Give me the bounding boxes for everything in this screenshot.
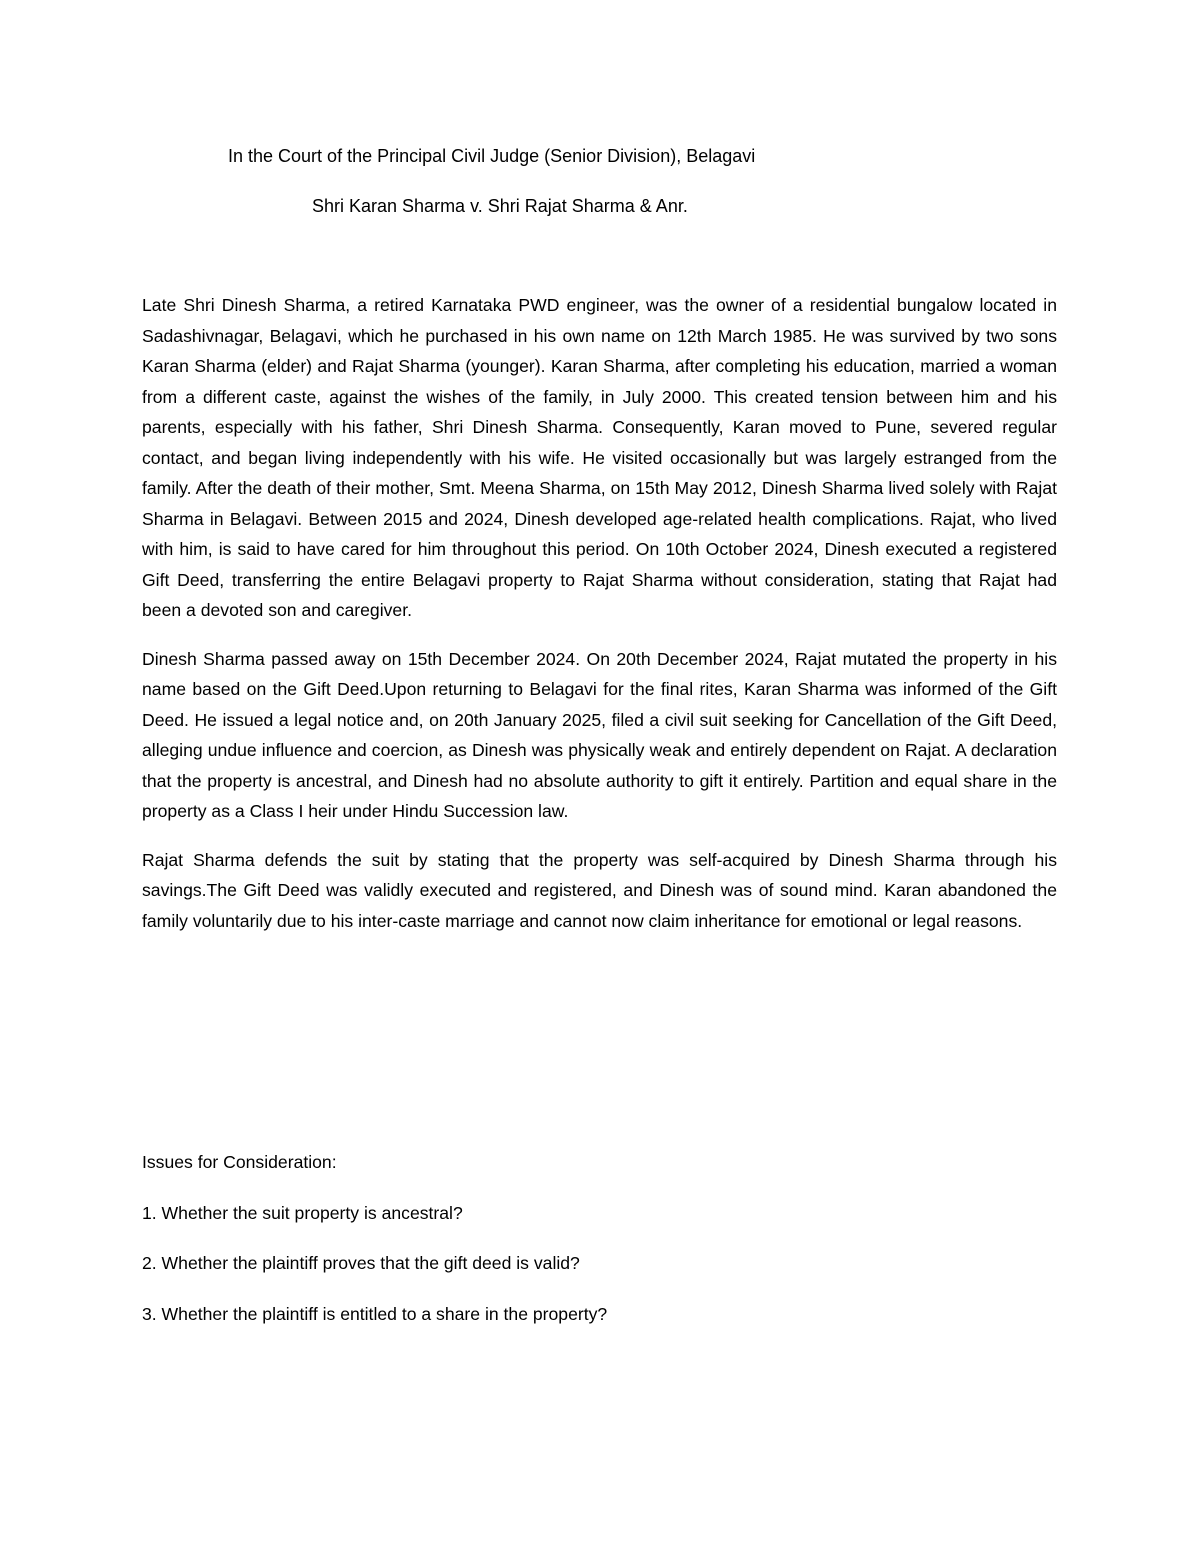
case-title: Shri Karan Sharma v. Shri Rajat Sharma & Anr. — [312, 196, 688, 216]
facts-paragraph-3: Rajat Sharma defends the suit by stating that the property was self-acquired by Dinesh Sharma through his savings.The Gift Deed was validly executed and registered, and Dinesh was of sound mind. Karan abandoned the family voluntarily due to his inter-caste marriage and cannot now claim inheritance for emotional or legal reasons. — [142, 849, 1057, 931]
facts-paragraph-2: Dinesh Sharma passed away on 15th December 2024. On 20th December 2024, Rajat mutated the property in his name based on the Gift Deed.Upon returning to Belagavi for the final rites, Karan Sharma was informed of the Gift Deed. He issued a legal notice and, on 20th January 2025, filed a civil suit seeking for Cancellation of the Gift Deed, alleging undue influence and coercion, as Dinesh was physically weak and entirely dependent on Rajat. A declaration that the property is ancestral, and Dinesh had no absolute authority to gift it entirely. Partition and equal share in the property as a Class I heir under Hindu Succession law. — [142, 648, 1057, 821]
issues-section — [142, 1147, 1057, 1349]
court-title: In the Court of the Principal Civil Judge (Senior Division), Belagavi — [228, 146, 756, 166]
issues-heading: Issues for Consideration: — [142, 1152, 337, 1172]
issue-item-2: 2. Whether the plaintiff proves that the gift deed is valid? — [142, 1253, 580, 1273]
facts-section — [142, 290, 1057, 954]
issue-item-3: 3. Whether the plaintiff is entitled to a share in the property? — [142, 1303, 608, 1324]
issue-item-1: 1. Whether the suit property is ancestral? — [142, 1202, 463, 1223]
facts-paragraph-1: Late Shri Dinesh Sharma, a retired Karnataka PWD engineer, was the owner of a residential bungalow located in Sadashivnagar, Belagavi, which he purchased in his own name on 12th March 1985. He was survived by two sons Karan Sharma (elder) and Rajat Sharma (younger). Karan Sharma, after completing his education, married a woman from a different caste, against the wishes of the family, in July 2000. This created tension between him and his parents, especially with his father, Shri Dinesh Sharma. Consequently, Karan moved to Pune, severed regular contact, and began living independently with his wife. He visited occasionally but was largely estranged from the family. After the death of their mother, Smt. Meena Sharma, on 15th May 2012, Dinesh Sharma lived solely with Rajat Sharma in Belagavi. Between 2015 and 2024, Dinesh developed age-related health complications. Rajat, who lived with him, is said to have cared for him throughout this period. On 10th October 2024, Dinesh executed a registered Gift Deed, transferring the entire Belagavi property to Rajat Sharma without consideration, stating that Rajat had been a devoted son and caregiver. — [142, 295, 1057, 620]
